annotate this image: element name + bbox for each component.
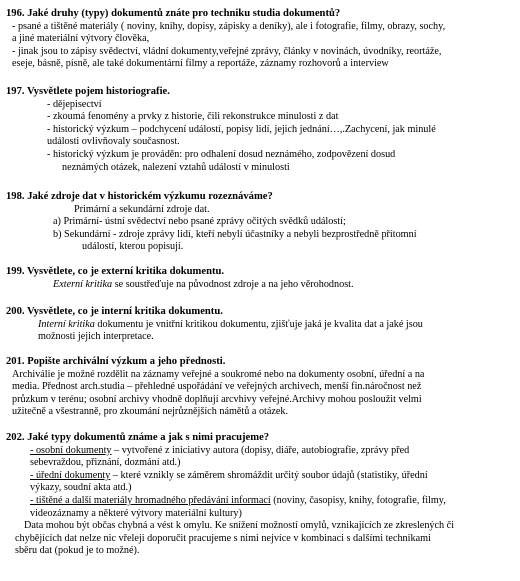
question-200-title: 200. Vysvětlete, co je interní kritika dokumentu.	[6, 306, 223, 317]
answer-line: media. Přednost arch.studia – přehledné uspořádání ve veřejných archivech, menší fin.náročnost než	[12, 381, 422, 393]
answer-text: se soustřeďuje na původnost zdroje a na jeho věrohodnost.	[112, 278, 354, 290]
answer-text: dokumentu je vnitřní kritikou dokumentu, zjišťuje jaká je kvalita dat a jaké jsou	[94, 318, 423, 330]
answer-line: - historický výzkum – podchycení událostí, popisy lidí, jejich jednání…,.Zachycení, jak minulé	[47, 123, 436, 135]
question-196-title: 196. Jaké druhy (typy) dokumentů znáte pro techniku studia dokumentů?	[6, 8, 341, 19]
answer-line: výkazy, soudní akta atd.)	[30, 482, 132, 494]
answer-line: možnosti jejich interpretace.	[38, 331, 154, 343]
answer-text: – které vznikly se záměrem shromáždit určitý soubor údajů (statistiky, úřední	[110, 469, 428, 481]
answer-line	[0, 495, 520, 508]
answer-line: a) Primární- ústní svědectví nebo psané zprávy očitých svědků událostí;	[53, 216, 346, 228]
answer-line: - dějepisectví	[47, 98, 102, 110]
question-202-title: 202. Jaké typy dokumentů známe a jak s nimi pracujeme?	[6, 432, 270, 443]
answer-line: Primární a sekundární zdroje dat.	[74, 203, 210, 215]
term-interni-kritika: Interní kritika	[38, 318, 95, 330]
answer-line: videozáznamy a některé výtvory materiální kultury)	[30, 507, 242, 519]
question-198	[0, 191, 520, 254]
answer-line: eseje, básně, písně, ale také dokumentární filmy a reportáže, záznamy rozhovorů a interview	[12, 58, 389, 70]
question-201	[0, 356, 520, 419]
question-201-title: 201. Popište archivální výzkum a jeho přednosti.	[6, 356, 226, 367]
answer-line: události ovlivňovaly současnost.	[47, 136, 180, 148]
answer-text: (noviny, časopisy, knihy, fotografie, filmy,	[270, 494, 446, 506]
answer-line: b) Sekundární - zdroje zprávy lidí, kteří nebylí účastníky a nebyli bezprostředně přítomní	[53, 228, 417, 240]
answer-line: Archiválie je možné rozdělit na záznamy veřejné a soukromé nebo na dokumenty osobní, úřední a na	[12, 368, 425, 380]
question-196	[0, 8, 520, 71]
question-197	[0, 86, 520, 174]
answer-line: - psané a tištěné materiály ( noviny, knihy, dopisy, zápisky a deníky), ale i fotografie, filmy, obrazy, sochy,	[12, 20, 446, 32]
answer-line: užitečně a všestranně, pro zkoumání nejrůznějších námětů a otázek.	[12, 406, 289, 418]
question-199	[0, 266, 520, 291]
answer-line: průzkum v terénu; osobní archivy vhodně doplňují arcvhivy veřejné.Archivy mohou posloužit velmi	[12, 393, 422, 405]
question-200	[0, 306, 520, 344]
answer-text: – vytvořené z iniciativy autora (dopisy, diáře, autobiografie, zprávy před	[111, 444, 410, 456]
answer-line: sběru dat (pokud je to možné).	[15, 545, 140, 557]
answer-line: - historický výzkum je prováděn: pro odhalení dosud neznámého, zodpovězení dosud	[47, 148, 396, 160]
answer-line	[0, 319, 520, 332]
answer-line	[0, 279, 520, 292]
question-199-title: 199. Vysvětlete, co je externí kritika dokumentu.	[6, 266, 225, 277]
answer-line: chybějících dat nelze nic vřeleji doporučit pracujeme s nimi nejvíce v kombinaci s dalšími technikami	[15, 532, 431, 544]
answer-line: - jinak jsou to zápisy svědectví, vládní dokumenty,veřejné zprávy, články v novinách, úvodníky, reortáže,	[12, 45, 442, 57]
answer-line: Data mohou být občas chybná a vést k omylu. Ke snížení možností omylů, vznikajících ze zkreslených či	[24, 520, 455, 532]
term-uredni-dokumenty: - úřední dokumenty	[30, 469, 111, 481]
question-202	[0, 432, 520, 558]
term-externi-kritika: Externí kritika	[53, 278, 113, 290]
answer-line: - zkoumá fenomény a prvky z historie, čili rekonstrukce minulosti z dat	[47, 111, 339, 123]
answer-line	[0, 470, 520, 483]
answer-line: událostí, kterou popisují.	[82, 241, 184, 253]
question-197-title: 197. Vysvětlete pojem historiografie.	[6, 86, 170, 97]
answer-line: a jiné materiální výtvory člověka,	[12, 33, 150, 45]
answer-line: sebevraždou, přiznání, dozmání atd.)	[30, 457, 181, 469]
answer-line: neznámých otázek, nalezení vztahů událostí v minulosti	[62, 161, 290, 173]
question-198-title: 198. Jaké zdroje dat v historickém výzkumu rozeznáváme?	[6, 191, 273, 202]
answer-line	[0, 445, 520, 458]
term-tistene-materialy: - tištěné a další materiály hromadného předávání informací	[30, 494, 271, 506]
term-osobni-dokumenty: - osobní dokumenty	[30, 444, 112, 456]
